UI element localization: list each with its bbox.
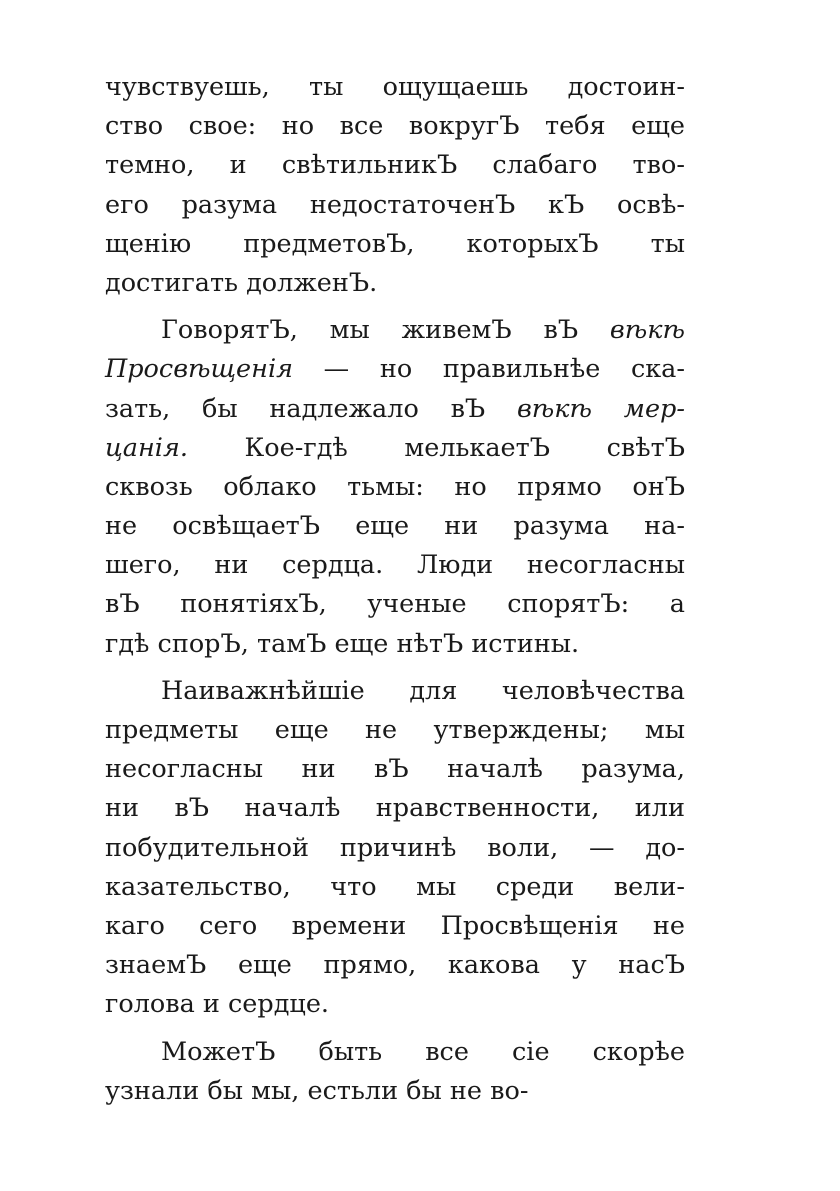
text-line — [105, 264, 685, 303]
text-run: Кое-гдѣ мелькаетЪ свѣтЪ — [187, 432, 685, 463]
text-line — [105, 350, 685, 389]
text-line — [105, 672, 685, 711]
text-run: шего, ни сердца. Люди несогласны — [105, 550, 685, 581]
italic-text-run: цанія. — [105, 432, 188, 463]
text-run: чувствуешь, ты ощущаешь достоин- — [105, 72, 685, 102]
text-line — [105, 789, 685, 828]
text-run: щенію предметовЪ, которыхЪ ты — [105, 228, 685, 259]
text-line — [105, 750, 685, 789]
text-run: побудительной причинѣ воли, — до- — [105, 832, 685, 863]
italic-text-run: вѣкѣ мер- — [516, 393, 685, 424]
text-line — [105, 829, 685, 868]
text-run: ство свое: но все вокругЪ тебя еще — [105, 111, 685, 142]
text-run: узнали бы мы, естьли бы не во- — [105, 1075, 529, 1106]
text-run: — но правильнѣе ска- — [293, 354, 685, 385]
text-run: голова и сердце. — [105, 989, 330, 1020]
text-run: вЪ понятіяхЪ, ученые спорятЪ: а — [105, 589, 685, 620]
text-run: Наиважнѣйшіе для человѣчества — [161, 675, 685, 706]
text-line — [105, 546, 685, 585]
text-line — [105, 311, 685, 350]
text-line — [105, 1033, 685, 1072]
text-run: знаемЪ еще прямо, какова у насЪ — [105, 950, 685, 981]
text-run: каго сего времени Просвѣщенія не — [105, 910, 685, 941]
paragraph-gap — [105, 1025, 685, 1033]
text-line — [105, 625, 685, 664]
text-run: МожетЪ быть все сіе скорѣе — [161, 1036, 685, 1067]
text-line — [105, 985, 685, 1024]
text-run: казательство, что мы среди вели- — [105, 871, 685, 902]
italic-text-run: Просвѣщенія — [105, 354, 293, 385]
text-line — [105, 468, 685, 507]
text-line — [105, 68, 685, 107]
text-run: не освѣщаетЪ еще ни разума на- — [105, 511, 685, 542]
text-run: предметы еще не утверждены; мы — [105, 715, 685, 745]
text-line — [105, 507, 685, 546]
text-line — [105, 225, 685, 264]
text-line — [105, 946, 685, 985]
text-line — [105, 429, 685, 468]
paragraph-gap — [105, 664, 685, 672]
text-line — [105, 711, 685, 750]
text-run: достигать долженЪ. — [105, 267, 378, 298]
text-line — [105, 868, 685, 907]
text-run: сквозь облако тьмы: но прямо онЪ — [105, 471, 685, 502]
text-line — [105, 585, 685, 624]
text-run: его разума недостаточенЪ кЪ освѣ- — [105, 189, 685, 220]
paragraph-gap — [105, 303, 685, 311]
italic-text-run: вѣкѣ — [609, 315, 685, 346]
text-run: гдѣ спорЪ, тамЪ еще нѣтЪ истины. — [105, 628, 580, 659]
text-run: зать, бы надлежало вЪ — [105, 393, 517, 424]
text-run: ГоворятЪ, мы живемЪ вЪ — [161, 315, 610, 346]
text-run: ни вЪ началѣ нравственности, или — [105, 793, 685, 824]
text-line — [105, 907, 685, 946]
text-line — [105, 1072, 685, 1111]
text-run: темно, и свѣтильникЪ слабаго тво- — [105, 150, 685, 181]
page-body-text — [105, 68, 685, 1111]
text-run: несогласны ни вЪ началѣ разума, — [105, 754, 685, 785]
text-line — [105, 186, 685, 225]
text-line — [105, 146, 685, 185]
text-line — [105, 390, 685, 429]
text-line — [105, 107, 685, 146]
